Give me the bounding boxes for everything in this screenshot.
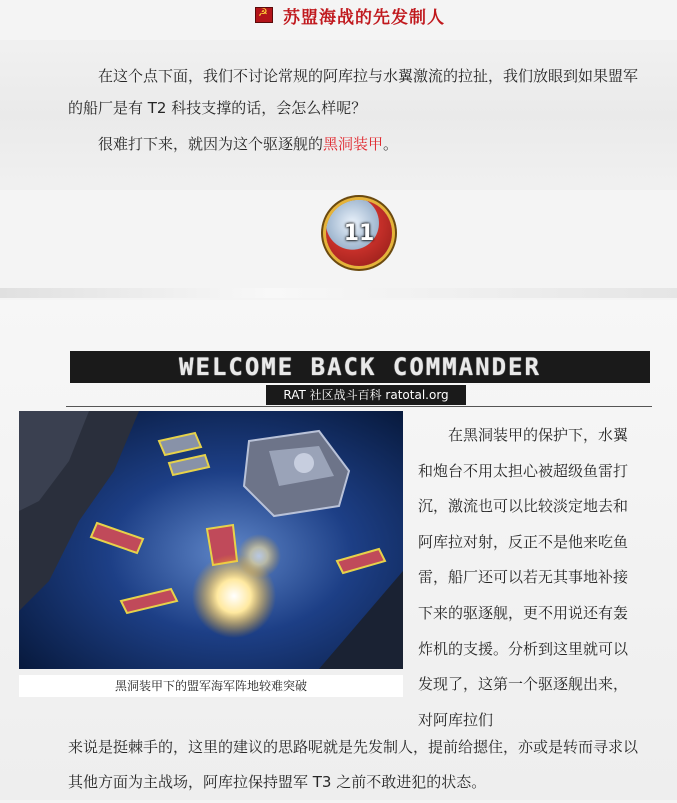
section-divider bbox=[0, 288, 677, 298]
section-title: 苏盟海战的先发制人 bbox=[283, 7, 445, 28]
banner-text: WELCOME BACK COMMANDER bbox=[179, 353, 541, 381]
horizontal-rule bbox=[66, 406, 652, 407]
badge-number: 11 bbox=[343, 220, 375, 246]
game-screenshot bbox=[19, 411, 403, 669]
black-hole-armor-highlight: 黑洞装甲 bbox=[323, 135, 384, 153]
section-header bbox=[255, 4, 445, 26]
welcome-banner bbox=[70, 351, 650, 383]
intro-paragraph-1 bbox=[68, 60, 643, 124]
soviet-flag-icon bbox=[255, 7, 273, 23]
intro-paragraph-2 bbox=[68, 128, 643, 160]
intro-p1-text: 在这个点下面，我们不讨论常规的阿库拉与水翼激流的拉扯，我们放眼到如果盟军的船厂是有 T2 科技支撑的话，会怎么样呢？ bbox=[68, 67, 639, 117]
side-paragraph: 在黑洞装甲的保护下，水翼和炮台不用太担心被超级鱼雷打沉，激流也可以比较淡定地去和阿库拉对射，反正不是他来吃鱼雷，船厂还可以若无其事地补接下来的驱逐舰，更不用说还有轰炸机的支援。分析到这里就可以发现了，这第一个驱逐舰出来，对阿库拉们 bbox=[418, 426, 629, 729]
figure-caption: 黑洞装甲下的盟军海军阵地较难突破 bbox=[19, 675, 403, 697]
intro-p2-text: 很难打下来，就因为这个驱逐舰的 bbox=[98, 135, 324, 153]
banner-credit: RAT 社区战斗百科 ratotal.org bbox=[266, 385, 466, 405]
bottom-paragraph: 来说是挺棘手的，这里的建议的思路呢就是先发制人，提前给摁住，亦或是转而寻求以其他方面为主战场，阿库拉保持盟军 T3 之前不敢进犯的状态。 bbox=[68, 738, 639, 791]
intro-p2-end: 。 bbox=[383, 135, 399, 153]
allied-rank-badge bbox=[326, 200, 392, 266]
